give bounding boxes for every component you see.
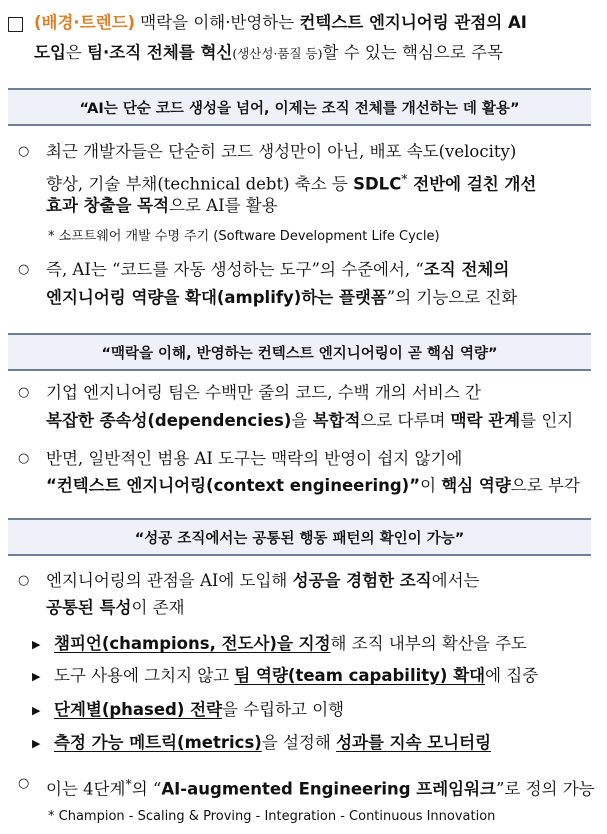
bullet-icon: ○ [18, 385, 30, 400]
s2-bullet1-line2: 복잡한 종속성(dependencies)을 복합적으로 다루며 맥락 관계를 인지 [46, 411, 574, 430]
section-banner-2: “맥락을 이해, 반영하는 컨텍스트 엔지니어링이 곧 핵심 역량” [8, 333, 591, 371]
bullet-icon: ○ [18, 451, 30, 466]
s3-sub3: 단계별(phased) 전략을 수립하고 이행 [54, 700, 345, 719]
s1-bullet2-line1: 즉, AI는 “코드를 자동 생성하는 도구”의 수준에서, “조직 전체의 [46, 260, 510, 279]
section-banner-1: “AI는 단순 코드 생성을 넘어, 이제는 조직 전체를 개선하는 데 활용” [8, 88, 591, 126]
header-tag: (배경·트렌드) [34, 13, 136, 32]
header-line-2: 도입은 팀·조직 전체를 혁신(생산성·품질 등)할 수 있는 핵심으로 주목 [34, 43, 503, 62]
s3-sub2: 도구 사용에 그치지 않고 팀 역량(team capability) 확대에 집중 [54, 666, 539, 685]
arrow-icon: ▶ [32, 704, 41, 717]
s3-sub1: 챔피언(champions, 전도사)을 지정해 조직 내부의 확산을 주도 [54, 634, 527, 653]
s1-bullet2-line2: 엔지니어링 역량을 확대(amplify)하는 플랫폼”의 기능으로 진화 [46, 288, 518, 307]
s2-bullet2-line1: 반면, 일반적인 범용 AI 도구는 맥락의 반영이 쉽지 않기에 [46, 449, 463, 468]
s1-bullet1-line3: 효과 창출을 목적으로 AI를 활용 [46, 196, 278, 215]
s3-sub4: 측정 가능 메트릭(metrics)을 설정해 성과를 지속 모니터링 [54, 733, 492, 752]
header-line-1: (배경·트렌드) 맥락을 이해·반영하는 컨텍스트 엔지니어링 관점의 AI [34, 13, 527, 32]
s3-footnote: * Champion - Scaling & Proving - Integration - Continuous Innovation [48, 809, 496, 824]
s1-footnote: * 소프트웨어 개발 수명 주기 (Software Development Life Cycle) [48, 229, 440, 244]
bullet-icon: ○ [18, 573, 30, 588]
checkbox-icon [8, 17, 23, 32]
s3-bullet2: 이는 4단계*의 “AI-augmented Engineering 프레임워크”로 정의 가능 [46, 776, 595, 799]
arrow-icon: ▶ [32, 638, 41, 651]
section-banner-3: “성공 조직에서는 공통된 행동 패턴의 확인이 가능” [8, 518, 591, 556]
s2-bullet2-line2: “컨텍스트 엔지니어링(context engineering)”이 핵심 역량으로 부각 [46, 476, 580, 495]
s3-bullet1-line2: 공통된 특성이 존재 [46, 598, 185, 617]
s3-bullet1-line1: 엔지니어링의 관점을 AI에 도입해 성공을 경험한 조직에서는 [46, 571, 480, 590]
s2-bullet1-line1: 기업 엔지니어링 팀은 수백만 줄의 코드, 수백 개의 서비스 간 [46, 383, 481, 402]
s1-bullet1-line1: 최근 개발자들은 단순히 코드 생성만이 아닌, 배포 속도(velocity) [46, 142, 517, 161]
bullet-icon: ○ [18, 776, 30, 791]
arrow-icon: ▶ [32, 737, 41, 750]
arrow-icon: ▶ [32, 670, 41, 683]
bullet-icon: ○ [18, 144, 30, 159]
s1-bullet1-line2: 향상, 기술 부채(technical debt) 축소 등 SDLC* 전반에 걸친 개선 [46, 171, 537, 194]
bullet-icon: ○ [18, 262, 30, 277]
